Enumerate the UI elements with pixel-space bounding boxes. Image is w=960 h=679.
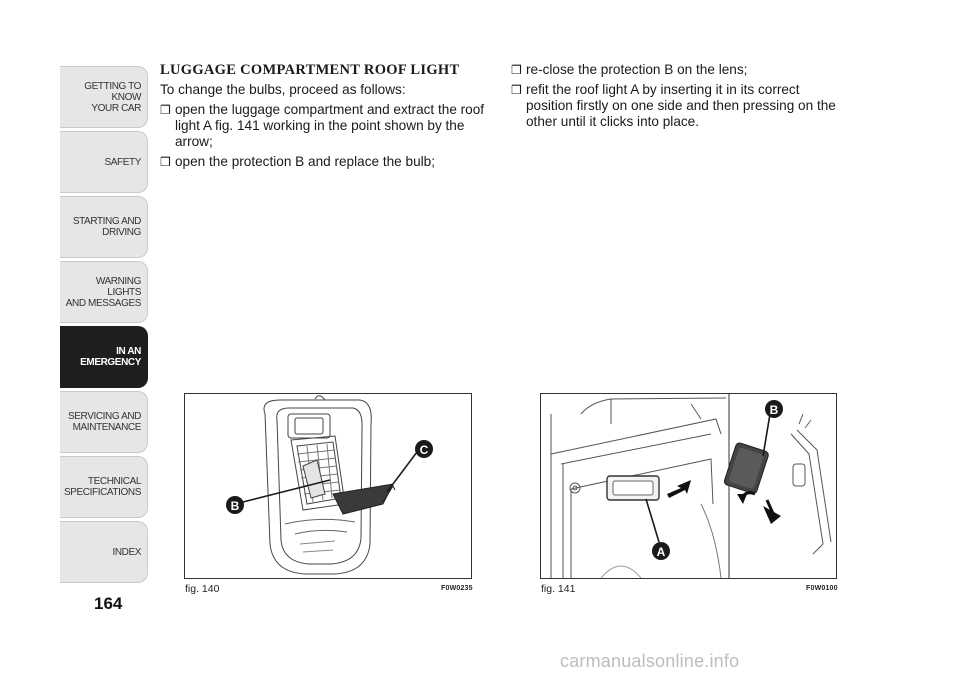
label-b: B bbox=[769, 403, 779, 417]
label-c: C bbox=[419, 443, 429, 457]
tab-label: IN AN EMERGENCY bbox=[80, 346, 141, 368]
tab-label: STARTING AND DRIVING bbox=[72, 216, 141, 238]
tab-safety[interactable] bbox=[60, 131, 148, 193]
checkbox-bullet-icon: ❒ bbox=[511, 83, 522, 97]
label-c-marker bbox=[415, 440, 433, 458]
step-text: open the luggage compartment and extract the roof light A fig. 141 working in the point shown by the arrow; bbox=[175, 102, 485, 149]
label-a-marker bbox=[652, 542, 670, 560]
page-number: 164 bbox=[94, 594, 123, 613]
figure-140 bbox=[184, 393, 472, 579]
tab-label: SERVICING AND MAINTENANCE bbox=[68, 411, 141, 433]
checkbox-bullet-icon: ❒ bbox=[160, 155, 171, 169]
tab-label: GETTING TO KNOW YOUR CAR bbox=[84, 80, 141, 114]
tab-label: WARNING LIGHTS AND MESSAGES bbox=[65, 275, 141, 309]
tab-technical-specifications[interactable] bbox=[60, 456, 148, 518]
label-b-marker bbox=[765, 400, 783, 418]
figure-140-code: F0W0235 bbox=[441, 585, 473, 592]
tab-label: INDEX bbox=[112, 546, 141, 558]
watermark: carmanualsonline.info bbox=[560, 651, 740, 671]
luggage-compartment-illustration bbox=[541, 394, 836, 578]
instruction-step bbox=[160, 102, 490, 150]
tab-getting-to-know-your-car[interactable] bbox=[60, 66, 148, 128]
figure-141-caption: fig. 141 bbox=[541, 583, 576, 595]
tab-index[interactable] bbox=[60, 521, 148, 583]
tab-label: SAFETY bbox=[104, 156, 141, 168]
intro-text: To change the bulbs, proceed as follows: bbox=[160, 82, 406, 97]
roof-light-illustration bbox=[185, 394, 471, 578]
step-text: re-close the protection B on the lens; bbox=[526, 62, 748, 77]
instruction-step bbox=[160, 154, 490, 170]
label-a: A bbox=[656, 545, 666, 559]
tab-warning-lights[interactable] bbox=[60, 261, 148, 323]
instruction-step bbox=[511, 82, 841, 130]
instruction-step bbox=[511, 62, 841, 78]
step-text: refit the roof light A by inserting it in its correct position firstly on one side and then pressing on the other until it clicks into place. bbox=[526, 82, 836, 129]
tab-label: TECHNICAL SPECIFICATIONS bbox=[63, 476, 141, 498]
step-text: open the protection B and replace the bulb; bbox=[175, 154, 435, 169]
right-column bbox=[511, 62, 841, 134]
figure-140-caption: fig. 140 bbox=[185, 583, 220, 595]
checkbox-bullet-icon: ❒ bbox=[511, 63, 522, 77]
checkbox-bullet-icon: ❒ bbox=[160, 103, 171, 117]
figure-141-code: F0W0100 bbox=[806, 585, 838, 592]
tab-starting-and-driving[interactable] bbox=[60, 196, 148, 258]
tab-servicing-and-maintenance[interactable] bbox=[60, 391, 148, 453]
label-b: B bbox=[230, 499, 240, 513]
section-heading: LUGGAGE COMPARTMENT ROOF LIGHT bbox=[160, 62, 460, 78]
label-b-marker bbox=[226, 496, 244, 514]
left-column bbox=[160, 62, 490, 174]
chapter-tabs bbox=[60, 66, 148, 586]
tab-in-an-emergency[interactable] bbox=[60, 326, 148, 388]
figure-141 bbox=[540, 393, 837, 579]
